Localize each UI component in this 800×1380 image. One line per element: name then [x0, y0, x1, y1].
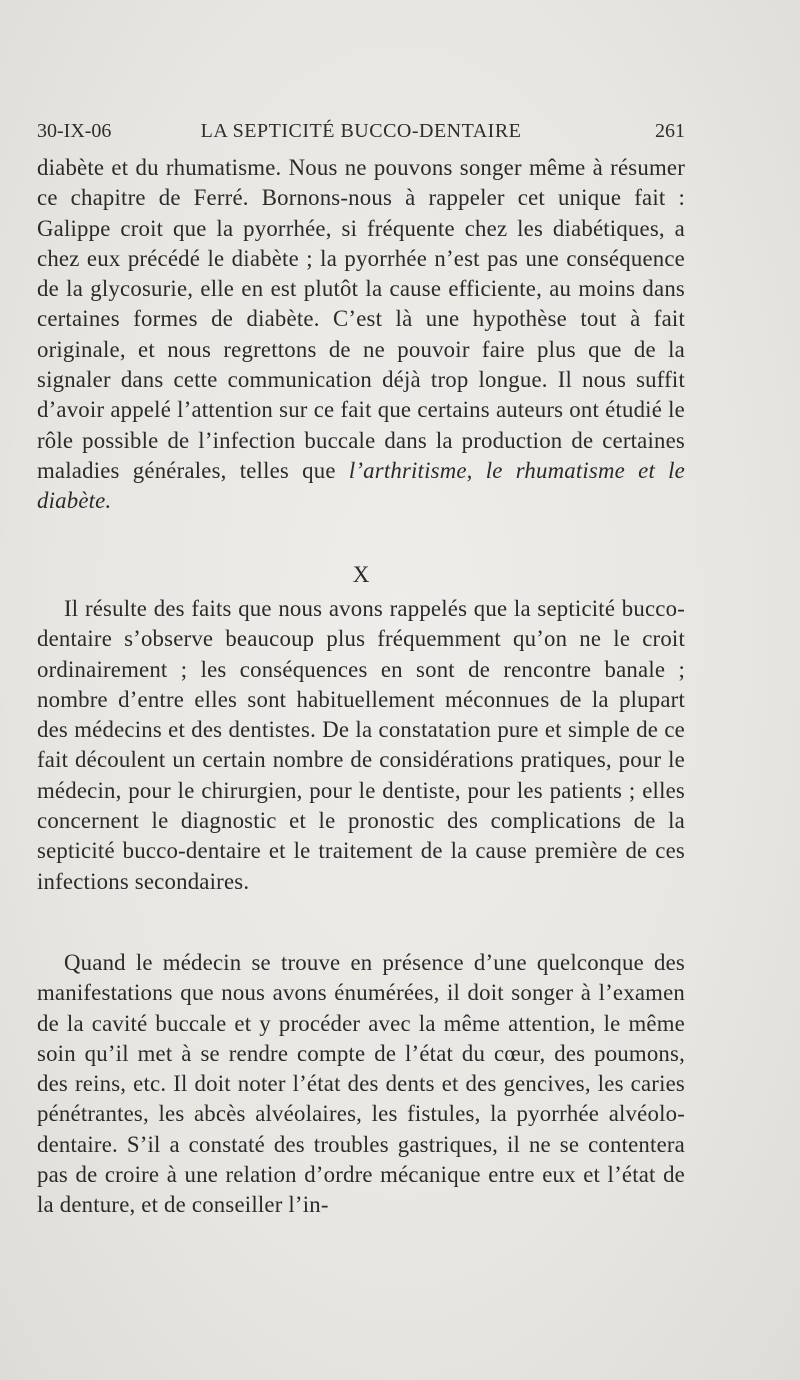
paragraph-1-text: diabète et du rhumatisme. Nous ne pouvons songer même à résumer ce chapitre de Ferré. Bornons-nous à rappeler cet unique fait : Galippe croit que la pyorrhée, si fréquente chez les diabétiques, a chez eux précédé le diabète ; la pyorrhée n’est pas une conséquence de la glycosurie, elle en est plutôt la cause efficiente, au moins dans certaines formes de diabète. C’est là une hypothèse tout à fait originale, et nous regrettons de ne pouvoir faire plus que de la signaler dans cette communication déjà trop longue. Il nous suffit d’avoir appelé l’attention sur ce fait que certains auteurs ont étudié le rôle possible de l’infection buccale dans la production de certaines maladies générales, telles que [37, 155, 685, 483]
header-title: LA SEPTICITÉ BUCCO-DENTAIRE [200, 120, 522, 142]
section-heading: X [352, 562, 370, 587]
paragraph-2-text: Il résulte des faits que nous avons rappelés que la septicité bucco-dentaire s’observe beaucoup plus fréquemment qu’on ne le croit ordinairement ; les conséquences en sont de rencontre banale ; nombre d’entre elles sont habituellement méconnues de la plupart des médecins et des dentistes. De la constatation pure et simple de ce fait découlent un certain nombre de considérations pratiques, pour le médecin, pour le chirurgien, pour le dentiste, pour les patients ; elles concernent le diagnostic et le pronostic des complications de la septicité bucco-dentaire et le traitement de la cause première de ces infections secondaires. [37, 596, 685, 894]
page-number: 261 [655, 120, 685, 142]
paragraph-3-text: Quand le médecin se trouve en présence d’une quelconque des manifestations que nous avons énumérées, il doit songer à l’examen de la cavité buccale et y procéder avec la même attention, le même soin qu’il met à se rendre compte de l’état du cœur, des poumons, des reins, etc. Il doit noter l’état des dents et des gencives, les caries pénétrantes, les abcès alvéolaires, les fistules, la pyorrhée alvéolo-dentaire. S’il a constaté des troubles gastriques, il ne se contentera pas de croire à une relation d’ordre mécanique entre eux et l’état de la denture, et de conseiller l’in- [37, 950, 685, 1218]
paragraph-3 [37, 948, 685, 1221]
paragraph-2 [37, 594, 685, 897]
header-date: 30-IX-06 [37, 120, 112, 142]
paragraph-1-italic: l’arthritisme, le rhumatisme et le diabète. [37, 457, 685, 514]
running-header [37, 120, 685, 146]
paragraph-1 [37, 153, 685, 517]
